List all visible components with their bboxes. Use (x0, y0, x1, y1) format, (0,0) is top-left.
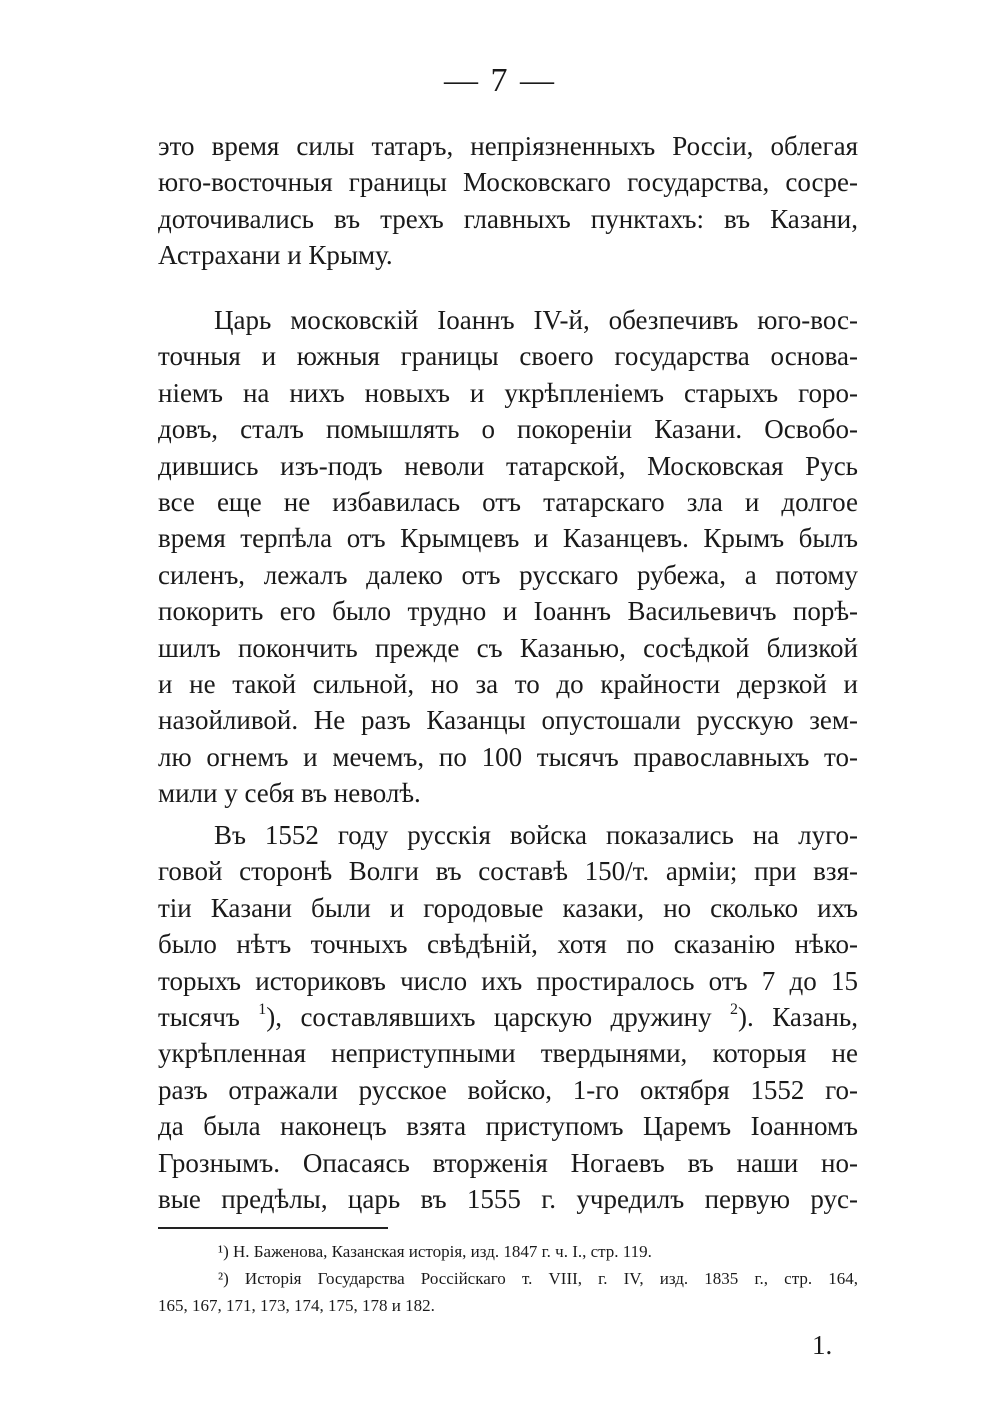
text-line: силенъ, лежалъ далеко отъ русскаго рубежа, а потому (158, 559, 858, 590)
footnote-2-continued: 165, 167, 171, 173, 174, 175, 178 и 182. (158, 1296, 435, 1315)
footnote-ref-2: 2 (730, 1000, 739, 1018)
footnote-mark: ¹) (218, 1242, 229, 1261)
text-line: Въ 1552 году русскія войска показались на луго- (214, 820, 858, 850)
text-line: тіи Казани были и городовые казаки, но сколько ихъ (158, 892, 858, 923)
text-line-with-footnote-refs (158, 999, 858, 1035)
text-line: да была наконецъ взята приступомъ Царемъ Іоанномъ (158, 1111, 858, 1142)
footnotes (158, 1238, 858, 1319)
text-line: ніемъ на нихъ новыхъ и укрѣпленіемъ старыхъ горо- (158, 377, 858, 408)
text-line: укрѣпленная неприступными твердынями, которыя не (158, 1038, 858, 1069)
text-line: было нѣтъ точныхъ свѣдѣній, хотя по сказанію нѣко- (158, 929, 858, 960)
text-line: время терпѣла отъ Крымцевъ и Казанцевъ. Крымъ былъ (158, 523, 858, 554)
text-line: и не такой сильной, но за то до крайности дерзкой и (158, 668, 858, 699)
page-number: — 7 — (444, 62, 556, 99)
text-segment: тысячъ (158, 1001, 259, 1032)
footnote-text: Исторія Государства Россійскаго т. VIII, г. IV, изд. 1835 г., стр. 164, (228, 1269, 858, 1288)
footnote-ref-1: 1 (258, 1000, 267, 1018)
text-line: точныя и южныя границы своего государства основа- (158, 341, 858, 372)
paragraph-2 (158, 302, 858, 811)
text-line: лю огнемъ и мечемъ, по 100 тысячъ православныхъ то- (158, 741, 858, 772)
text-line: все еще не избавилась отъ татарскаго зла и долгое (158, 486, 858, 517)
text-line: шилъ покончить прежде съ Казанью, сосѣдкой близкой (158, 632, 858, 663)
text-line: довъ, сталъ помышлять о покореніи Казани. Освобо- (158, 414, 858, 445)
footnote-1 (158, 1238, 858, 1265)
text-line: дившись изъ-подъ неволи татарской, Московская Русь (158, 450, 858, 481)
text-segment: ). Казань, (738, 1001, 858, 1032)
text-line: Царь московскій Іоаннъ IV-й, обезпечивъ юго-вос- (214, 305, 858, 335)
text-line: назойливой. Не разъ Казанцы опустошали русскую зем- (158, 705, 858, 736)
text-line: Грознымъ. Опасаясь вторженія Ногаевъ въ наши но- (158, 1147, 858, 1178)
text-line: торыхъ историковъ число ихъ простиралось отъ 7 до 15 (158, 965, 858, 996)
text-line: вые предѣлы, царь въ 1555 г. учредилъ первую рус- (158, 1183, 858, 1214)
text-line: юго-восточныя границы Московскаго государства, сосре- (158, 167, 858, 198)
text-line: доточивались въ трехъ главныхъ пунктахъ: въ Казани, (158, 203, 858, 234)
paragraph-1 (158, 128, 858, 274)
text-line: говой сторонѣ Волги въ составѣ 150/т. арміи; при взя- (158, 856, 858, 887)
text-line: мили у себя въ неволѣ. (158, 778, 421, 809)
signature-mark: 1. (812, 1330, 833, 1360)
text-segment: ), составлявшихъ царскую дружину (266, 1001, 731, 1032)
text-line: Астрахани и Крыму. (158, 240, 393, 271)
text-line: покорить его было трудно и Іоаннъ Васильевичъ порѣ- (158, 596, 858, 627)
footnote-mark: ²) (218, 1269, 229, 1288)
text-line: это время силы татаръ, непріязненныхъ Россіи, облегая (158, 131, 858, 161)
footnote-2 (158, 1265, 858, 1292)
footnote-text: Н. Баженова, Казанская исторія, изд. 1847 г. ч. I., стр. 119. (228, 1242, 652, 1261)
footnote-divider (158, 1227, 388, 1229)
paragraph-3 (158, 817, 858, 1217)
text-line: разъ отражали русское войско, 1-го октября 1552 го- (158, 1074, 858, 1105)
